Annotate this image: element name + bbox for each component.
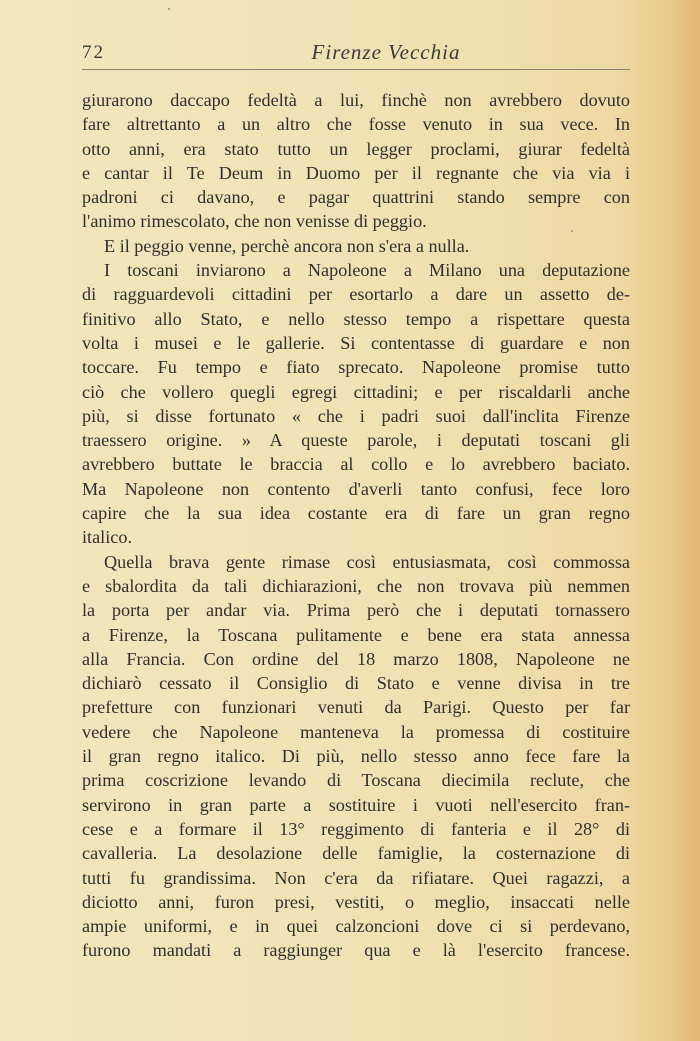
text-line: traessero origine. » A queste parole, i deputati toscani gli bbox=[82, 430, 630, 451]
text-line: ampie uniformi, e in quei calzoncioni dove ci si perdevano, bbox=[82, 916, 630, 937]
text-line: Ma Napoleone non contento d'averli tanto confusi, fece loro bbox=[82, 478, 630, 499]
text-line: giurarono daccapo fedeltà a lui, finchè non avrebbero dovuto bbox=[82, 90, 630, 110]
text-line: Quella brava gente rimase così entusiasmata, così commossa bbox=[104, 551, 630, 572]
text-line: a Firenze, la Toscana pulitamente e bene era stata annessa bbox=[82, 624, 630, 645]
paper-speck bbox=[168, 8, 170, 10]
text-line: fare altrettanto a un altro che fosse venuto in sua vece. In bbox=[82, 114, 630, 135]
paper-speck bbox=[571, 230, 573, 232]
text-line: cavalleria. La desolazione delle famiglie, la costernazione di bbox=[82, 843, 630, 864]
text-line: furono mandati a raggiunger qua e là l'esercito francese. bbox=[82, 940, 630, 961]
page-number: 72 bbox=[82, 42, 105, 63]
text-line: la porta per andar via. Prima però che i deputati tornassero bbox=[82, 600, 630, 621]
text-line: il gran regno italico. Di più, nello stesso anno fece fare la bbox=[82, 746, 630, 767]
header-rule bbox=[82, 69, 630, 70]
text-line: l'animo rimescolato, che non venisse di peggio. bbox=[82, 211, 427, 232]
text-line: ciò che vollero quegli egregi cittadini; e per riscaldarli anche bbox=[82, 381, 630, 402]
text-line: padroni ci davano, e pagar quattrini stando sempre con bbox=[82, 187, 630, 208]
text-line: volta i musei e le gallerie. Si contentasse di guardare e non bbox=[82, 332, 630, 353]
text-line: toccare. Fu tempo e fiato sprecato. Napoleone promise tutto bbox=[82, 357, 630, 378]
text-line: alla Francia. Con ordine del 18 marzo 1808, Napoleone ne bbox=[82, 648, 630, 669]
text-line: di ragguardevoli cittadini per esortarlo a dare un assetto de- bbox=[82, 284, 630, 305]
text-line: I toscani inviarono a Napoleone a Milano una deputazione bbox=[104, 260, 630, 281]
text-line: diciotto anni, furon presi, vestiti, o meglio, insaccati nelle bbox=[82, 891, 630, 912]
text-line: italico. bbox=[82, 527, 132, 548]
text-line: cese e a formare il 13° reggimento di fanteria e il 28° di bbox=[82, 818, 630, 839]
text-line: avrebbero buttate le braccia al collo e lo avrebbero baciato. bbox=[82, 454, 630, 475]
text-line: prefetture con funzionari venuti da Parigi. Questo per far bbox=[82, 697, 630, 718]
text-line: prima coscrizione levando di Toscana diecimila reclute, che bbox=[82, 770, 630, 791]
text-line: e sbalordita da tali dichiarazioni, che non trovava più nemmen bbox=[82, 575, 630, 596]
text-line: E il peggio venne, perchè ancora non s'era a nulla. bbox=[104, 235, 470, 256]
running-title: Firenze Vecchia bbox=[311, 40, 461, 64]
page-header bbox=[82, 38, 630, 68]
text-line: e cantar il Te Deum in Duomo per il regnante che via via i bbox=[82, 162, 630, 183]
text-line: dichiarò cessato il Consiglio di Stato e venne divisa in tre bbox=[82, 673, 630, 694]
text-line: capire che la sua idea costante era di fare un gran regno bbox=[82, 503, 630, 524]
text-line: più, si disse fortunato « che i padri suoi dall'inclita Firenze bbox=[82, 405, 630, 426]
text-line: servirono in gran parte a sostituire i vuoti nell'esercito fran- bbox=[82, 794, 630, 815]
text-line: tutti fu grandissima. Non c'era da rifiatare. Quei ragazzi, a bbox=[82, 867, 630, 888]
body-text bbox=[82, 88, 630, 963]
text-line: finitivo allo Stato, e nello stesso tempo a rispettare questa bbox=[82, 308, 630, 329]
text-line: otto anni, era stato tutto un legger proclami, giurar fedeltà bbox=[82, 138, 630, 159]
text-line: vedere che Napoleone manteneva la promessa di costituire bbox=[82, 721, 630, 742]
